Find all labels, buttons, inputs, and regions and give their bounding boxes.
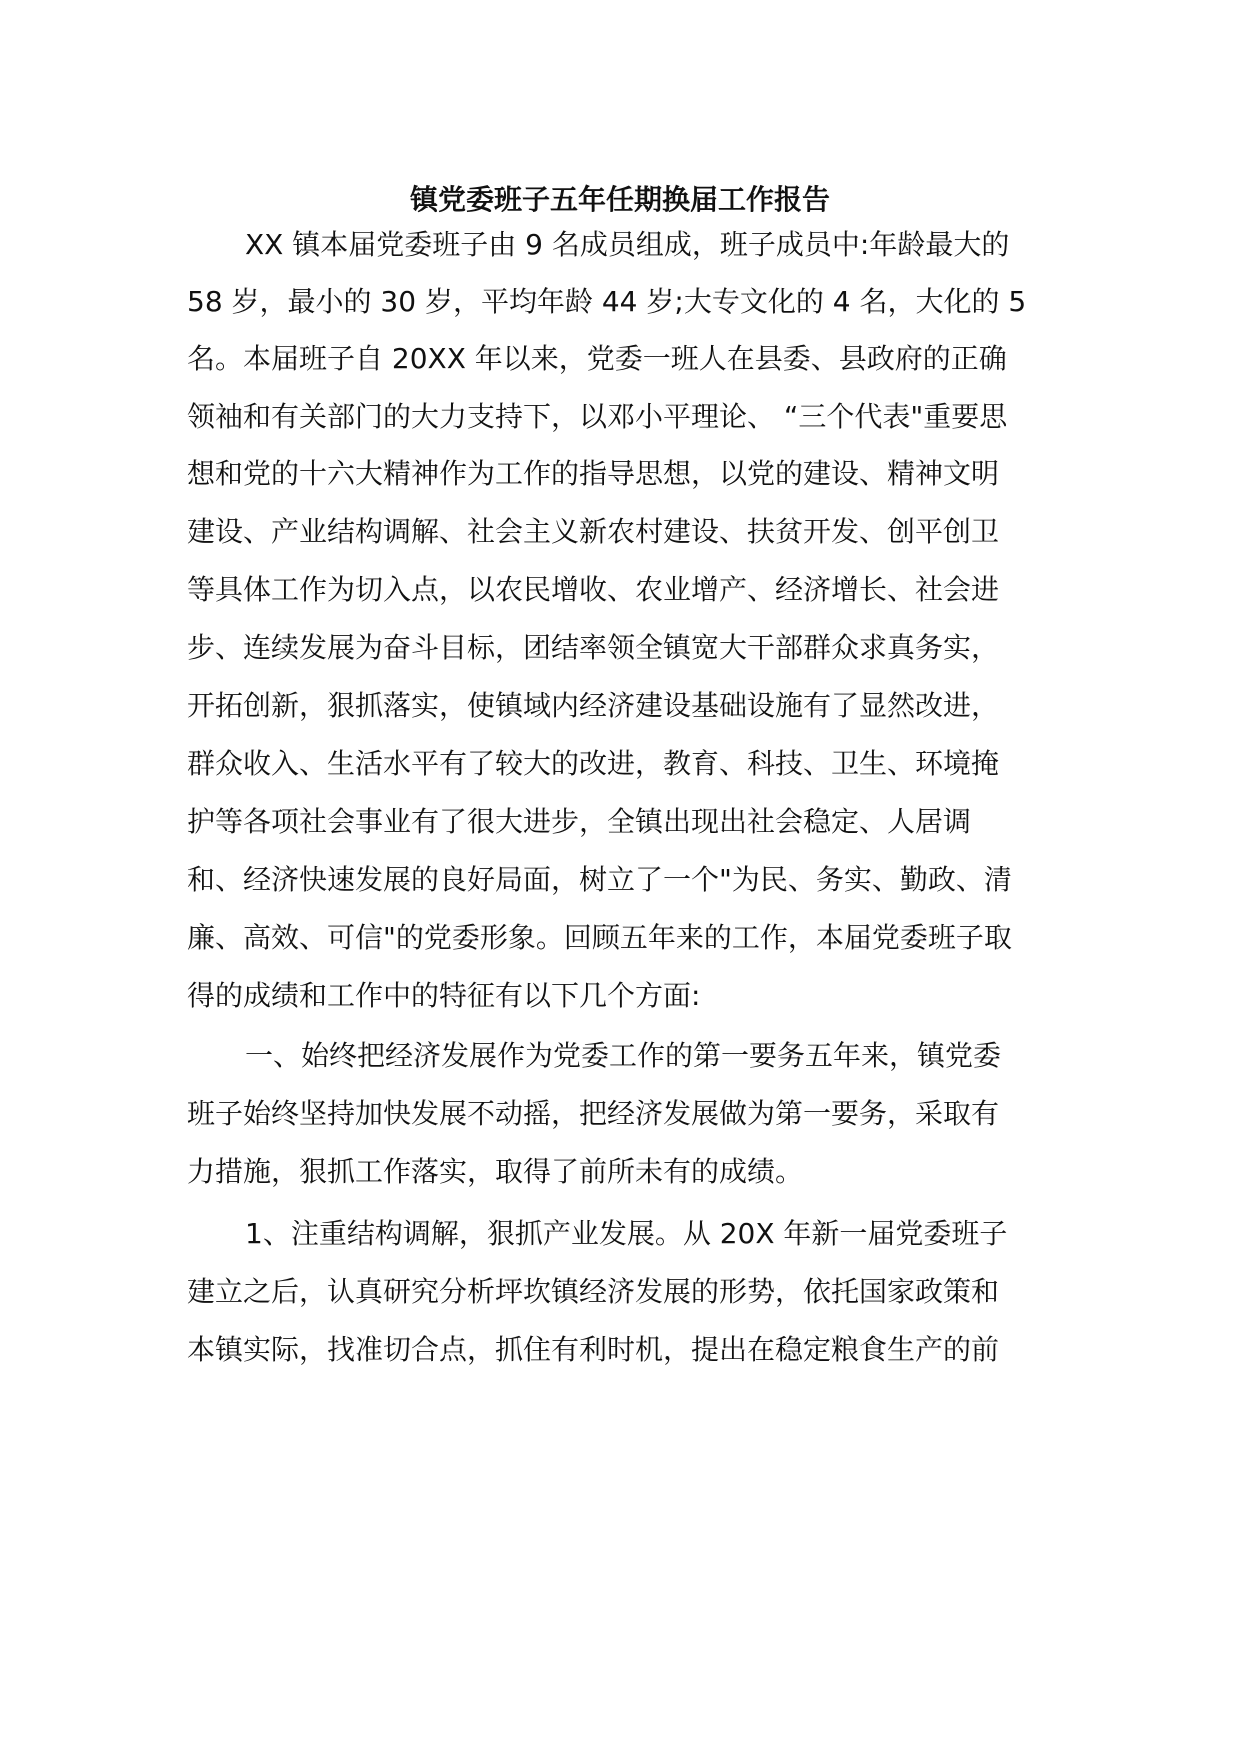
document-title: 镇党委班子五年任期换届工作报告 (409, 183, 830, 216)
paragraph-line: 建设、产业结构调解、社会主义新农村建设、扶贫开发、创平创卫 (187, 515, 1000, 548)
paragraph-line: 建立之后，认真研究分析坪坎镇经济发展的形势，依托国家政策和 (187, 1275, 1000, 1308)
paragraph-line: 得的成绩和工作中的特征有以下几个方面: (187, 979, 701, 1012)
paragraph-line: 群众收入、生活水平有了较大的改进，教育、科技、卫生、环境掩 (187, 747, 1000, 780)
paragraph-line: 开拓创新，狠抓落实，使镇域内经济建设基础设施有了显然改进， (187, 689, 1000, 722)
paragraph-line: 和、经济快速发展的良好局面，树立了一个"为民、务实、勤政、清 (187, 863, 1012, 896)
paragraph-line: 本镇实际，找准切合点，抓住有利时机，提出在稳定粮食生产的前 (187, 1333, 1000, 1366)
paragraph-line: 58 岁，最小的 30 岁，平均年龄 44 岁;大专文化的 4 名，大化的 5 (187, 285, 1027, 318)
paragraph-line: 护等各项社会事业有了很大进步，全镇出现出社会稳定、人居调 (187, 805, 972, 838)
paragraph-line: 步、连续发展为奋斗目标，团结率领全镇宽大干部群众求真务实， (187, 631, 1000, 664)
paragraph-line: 班子始终坚持加快发展不动摇，把经济发展做为第一要务，采取有 (187, 1097, 1000, 1130)
paragraph-line: 廉、高效、可信"的党委形象。回顾五年来的工作，本届党委班子取 (187, 921, 1012, 954)
paragraph-line: 想和党的十六大精神作为工作的指导思想，以党的建设、精神文明 (187, 457, 1000, 490)
paragraph-line: 等具体工作为切入点，以农民增收、农业增产、经济增长、社会进 (187, 573, 1000, 606)
paragraph-line: XX 镇本届党委班子由 9 名成员组成，班子成员中:年龄最大的 (245, 228, 1010, 261)
paragraph-line: 一、始终把经济发展作为党委工作的第一要务五年来，镇党委 (245, 1039, 1002, 1072)
paragraph-line: 名。本届班子自 20XX 年以来，党委一班人在县委、县政府的正确 (187, 342, 1007, 375)
paragraph-line: 领袖和有关部门的大力支持下，以邓小平理论、 “三个代表"重要思 (187, 400, 1008, 433)
paragraph-line: 力措施，狠抓工作落实，取得了前所未有的成绩。 (187, 1155, 804, 1188)
paragraph-line: 1、注重结构调解，狠抓产业发展。从 20X 年新一届党委班子 (245, 1217, 1008, 1250)
